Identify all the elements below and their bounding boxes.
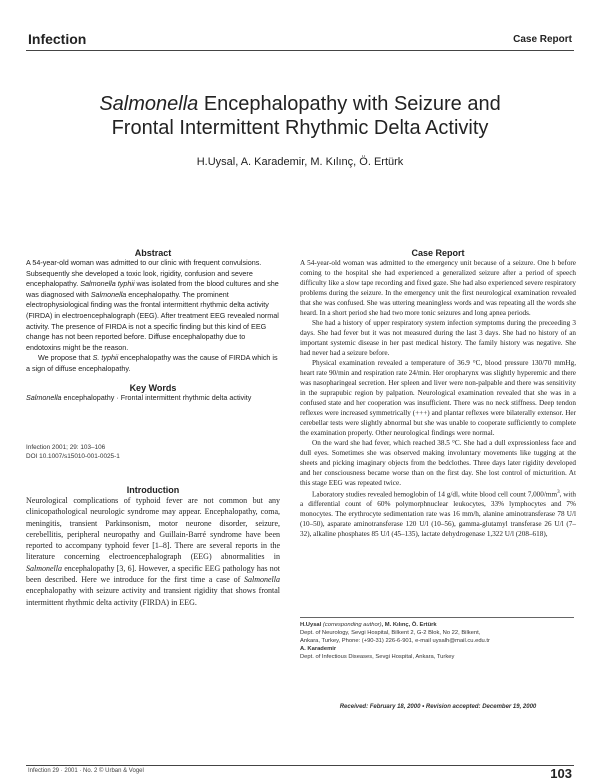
case-text-run: Laboratory studies revealed hemoglobin of 14 g/dl, white blood cell count 7,000/mm	[312, 490, 558, 499]
footer-journal: Infection 29 · 2001 · No. 2 © Urban & Vogel	[28, 768, 144, 774]
case-text-run: , with a differential count of 60% polymorphnuclear leukocytes, 33% lymphocytes and 7% monocytes. The erythrocyte sedimentation rate was 16 mm/h, alanine aminotransferase 78 U/l (10–50), asparate aminotransferase 120 U/l (10–56), gamma-glutamyl transferase 26 U/l (7–32), alkaline phosphates 85 U/l (45–135), lactate dehydrogenase 1,322 U/l (208–618),	[300, 490, 576, 539]
case-paragraph: She had a history of upper respiratory system infection symptoms during the preceeding 3 days. She had fever but it was not measured during the last 3 days. She had no history of an important systemic disease in her past medical history. The family history was negative. She had never had a seizure before.	[300, 319, 576, 357]
abstract-italic: S. typhii	[92, 353, 119, 363]
author-list: H.Uysal, A. Karademir, M. Kılınç, Ö. Ertürk	[196, 156, 404, 168]
page-number: 103	[550, 766, 572, 781]
abstract-text-run: encephalopathy. The prominent electrophysiological finding was the frontal intermittent rhythmic delta activity (FIRDA) in electroencephalograph (EEG). After treatment EEG revealed normal activity. The presence of FIRDA is not a specific finding but this kind of EEG change has not been reported before. Diffuse encephalopathy due to endotoxins might be the reason.	[26, 289, 279, 352]
abstract-text	[26, 258, 280, 375]
intro-italic: Salmonella	[26, 563, 62, 573]
abstract-italic: Salmonella typhii	[80, 279, 135, 289]
introduction-heading: Introduction	[126, 485, 180, 495]
affiliation-line: Ankara, Turkey, Phone: (+90-31) 226-6-901, e-mail uysalh@mail.cu.edu.tr	[300, 638, 490, 644]
intro-text-run: Neurological complications of typhoid fever are not common but any clinicopathological neurologic syndrome may appear. Encephalopathy, coma, meningitis, transient Parkinsonism, motor neurone disorder, seizure, cerebellitis, peripheral neuropathy and Guillain-Barré syndrome have been reported to accompany typhoid fever [1–8]. There are several reports in the literature concerning electroencephalograph (EEG) abnormalities in	[26, 496, 280, 562]
doi-line: DOI 10.1007/s15010-001-0025-1	[26, 453, 120, 460]
introduction-text	[26, 495, 280, 608]
corresponding-author: H.Uysal	[300, 622, 322, 628]
affiliation-rule	[300, 617, 574, 618]
affiliation-line: Dept. of Infectious Diseases, Sevgi Hospital, Ankara, Turkey	[300, 654, 455, 660]
footer-rule	[26, 765, 574, 766]
case-paragraph: On the ward she had fever, which reached 38.5 °C. She had a dull expressionless face and dull eyes. Sometimes she was observed making involuntary movements like tugging at the sheets and picking imaginary objects from the bedclothes. Three days later rigidity developed and her consciousness became worse than on the first day. She lost control of micturition. At this stage EEG was repeated twice.	[300, 439, 576, 487]
introduction-paragraph	[26, 495, 280, 608]
abstract-paragraph	[26, 258, 280, 353]
affiliation-authors	[300, 645, 576, 653]
abstract-text-run: encephalopathy was the cause of FIRDA which is a sign of diffuse encephalopathy.	[26, 353, 278, 373]
intro-text-run: encephalopathy with seizure activity and transient rigidity that shows frontal intermittent rhythmic delta activity (FIRDA) in EEG.	[26, 586, 280, 607]
superscript: 3	[557, 490, 560, 495]
citation-meta	[26, 443, 280, 461]
case-report-text	[300, 258, 576, 539]
introduction-section	[26, 485, 280, 608]
header-rule	[26, 50, 574, 51]
abstract-italic: Salmonella	[90, 289, 127, 299]
abstract-text-run: We propose that	[38, 353, 93, 363]
received-dates: Received: February 18, 2000 • Revision accepted: December 19, 2000	[339, 704, 537, 710]
coauthors: , M. Kılınç, Ö. Ertürk	[381, 622, 437, 628]
abstract-text-run: was isolated from the blood cultures and she was diagnosed with	[26, 279, 279, 299]
keyword-rest: encephalopathy · Frontal intermittent rhythmic delta activity	[61, 392, 252, 402]
title-italic: Salmonella	[99, 93, 199, 115]
affiliations	[300, 621, 576, 661]
intro-italic: Salmonella	[244, 575, 280, 585]
case-paragraph	[300, 488, 576, 539]
affiliation-line: Dept. of Neurology, Sevgi Hospital, Bilkent 2, G-2 Blok, No 22, Bilkent,	[300, 630, 481, 636]
case-report-section	[300, 248, 576, 539]
second-author: A. Karademir	[300, 646, 337, 652]
article-type: Case Report	[513, 34, 572, 45]
abstract-heading: Abstract	[134, 248, 172, 258]
abstract-text-run: A 54-year-old woman was admitted to our clinic with frequent convulsions. Subsequently she developed a toxic look, rigidity, confusion and severe encephalopathy.	[26, 258, 262, 289]
article-title	[20, 92, 580, 140]
abstract-paragraph	[26, 353, 280, 374]
intro-text-run: encephalopathy [3, 6]. However, a specific EEG pathology has not been described. Here we introduce for the first time a case of	[26, 563, 280, 585]
keyword-italic: Salmonella	[26, 392, 62, 402]
abstract-section	[26, 248, 280, 403]
keywords-heading: Key Words	[129, 382, 177, 393]
author-role: (corresponding author)	[321, 622, 382, 628]
case-report-heading: Case Report	[411, 248, 465, 258]
keywords-text	[26, 393, 280, 404]
affiliation-authors	[300, 621, 576, 629]
case-paragraph: A 54-year-old woman was admitted to the emergency unit because of a seizure. One h before coming to the hospital she had experienced a generalized seizure after a period of speech difficulty like a slow tape recording and fixed gaze. She had also experienced severe respiratory problems during the seizure. In the emergency unit the first neurological examination revealed that she was confused. She was uttering meaningless words and was repeating all the words she heard. In a short period she had two more tonic seizures and long apnea periods.	[300, 259, 576, 317]
title-rest: Encephalopathy with Seizure and	[198, 93, 501, 115]
citation-line: Infection 2001; 29: 103–106	[26, 444, 106, 451]
case-paragraph: Physical examination revealed a temperature of 36.9 °C, blood pressure 130/70 mmHg, heart rate 90/min and respiration rate 24/min. Her oropharynx was slightly hyperemic and there was nasopharingeal secretion. Her spleen and liver were non-palpable and there was sensitivity in the suprapubic region by palpation. Neurological examination revealed that she was in a confused state and her cooperation was insufficient. There was no neck stiffness. Deep tendon reflexes were increased symmetrically (+++) and plantar reflexes were bilaterally extensor. Her cerebellar tests were slightly abnormal but she was unable to cooperate sufficiently to complete the examination properly. Other neurological findings were normal.	[300, 359, 576, 437]
title-line2: Frontal Intermittent Rhythmic Delta Activity	[111, 117, 489, 139]
journal-section: Infection	[28, 31, 87, 47]
